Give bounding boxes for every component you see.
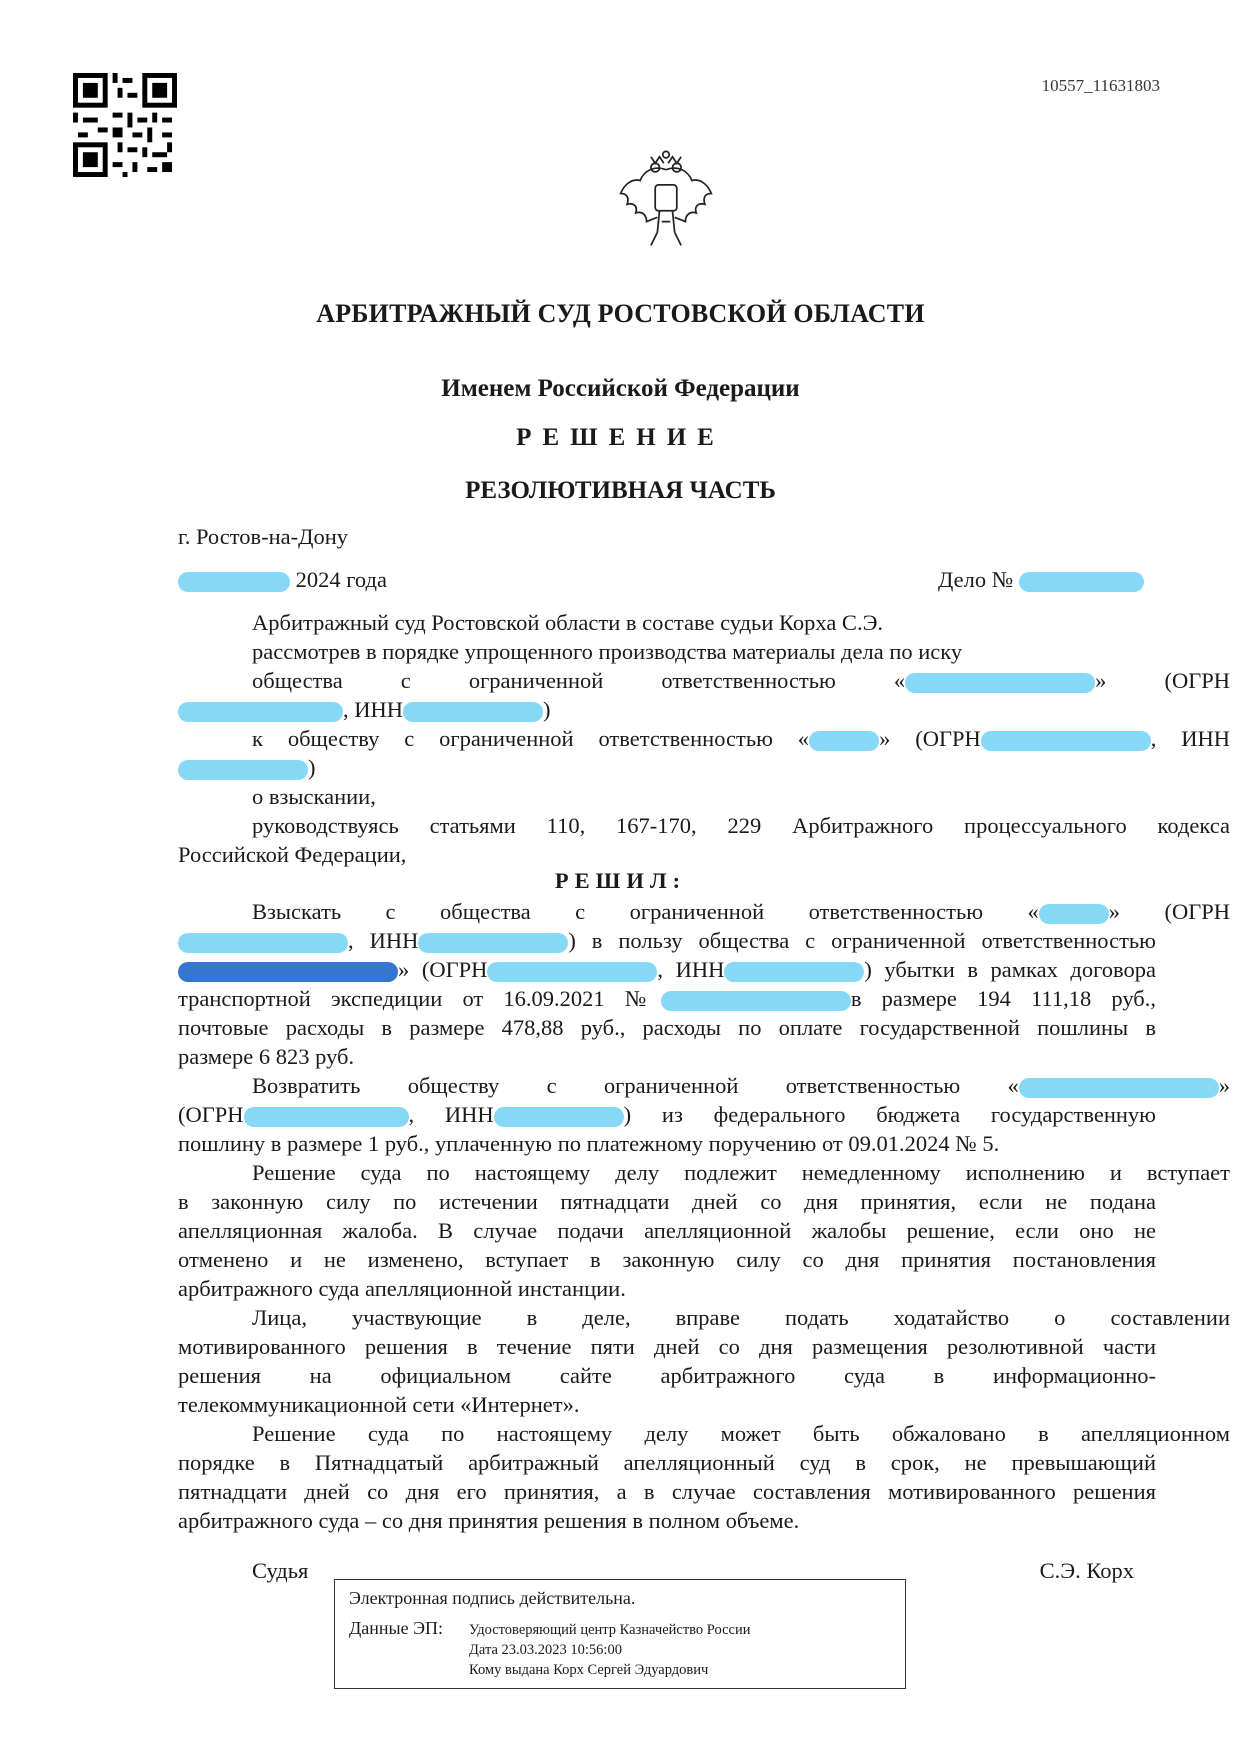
redaction-mark [1019, 1078, 1219, 1098]
redaction-mark [981, 731, 1151, 751]
redaction-mark [178, 702, 343, 722]
signature-issued-to: Кому выдана Корх Сергей Эдуардович [469, 1662, 709, 1678]
resolution-1-line4 [178, 984, 1156, 1013]
text-fragment: ) из федерального бюджета государственную [623, 1102, 1156, 1127]
redaction-mark [178, 760, 308, 780]
signature-details [469, 1620, 751, 1680]
para-guided-line2: Российской Федерации, [178, 842, 407, 867]
text-fragment: Возвратить обществу с ограниченной ответственностью « [252, 1073, 1019, 1098]
redaction-mark [487, 962, 657, 982]
resolution-2-line2 [178, 1100, 1156, 1129]
resolution-4-line3: решения на официальном сайте арбитражного суда в информационно- [178, 1363, 1156, 1388]
case-number [938, 565, 1158, 594]
para-defendant-line1 [178, 724, 1230, 753]
text-fragment: » (ОГРН [398, 957, 488, 982]
text-fragment: в размере 194 111,18 руб., [850, 986, 1156, 1011]
redaction-mark [905, 673, 1095, 693]
date-year: 2024 года [295, 567, 387, 592]
signature-header: Электронная подпись действительна. [349, 1588, 636, 1608]
text-fragment: общества с ограниченной ответственностью « [252, 668, 906, 693]
redaction-mark [724, 962, 864, 982]
decided-heading: РЕШИЛ: [554, 868, 687, 893]
para-guided-line1: руководствуясь статьями 110, 167-170, 229 Арбитражного процессуального кодекса [252, 813, 1230, 838]
resolution-2-line3: пошлину в размере 1 руб., уплаченную по платежному поручению от 09.01.2024 № 5. [178, 1131, 1000, 1156]
para-plaintiff-line2: , ИНН ) [178, 695, 1156, 724]
redaction-mark [494, 1107, 624, 1127]
signature-date: Дата 23.03.2023 10:56:00 [469, 1642, 622, 1658]
case-label: Дело № [938, 567, 1014, 592]
redaction-mark [244, 1107, 409, 1127]
resolution-1-line2 [178, 926, 1156, 955]
resolution-5-line2: порядке в Пятнадцатый арбитражный апелляционный суд в срок, не превышающий [178, 1450, 1156, 1475]
redaction-mark [418, 933, 568, 953]
para-considered: рассмотрев в порядке упрощенного производства материалы дела по иску [252, 639, 963, 664]
resolution-1-line5: почтовые расходы в размере 478,88 руб., расходы по оплате государственной пошлины в [178, 1015, 1156, 1040]
redaction-mark [178, 933, 348, 953]
para-defendant-line2 [178, 753, 1156, 782]
signature-data-label: Данные ЭП: [349, 1618, 443, 1638]
electronic-signature-stamp [334, 1579, 906, 1689]
resolution-1-line1 [178, 897, 1230, 926]
text-fragment: , ИНН [343, 697, 403, 722]
text-fragment: к обществу с ограниченной ответственностью « [252, 726, 810, 751]
in-name-heading: Именем Российской Федерации [441, 375, 800, 402]
para-plaintiff-line1 [178, 666, 1230, 695]
redaction-mark [1039, 904, 1109, 924]
resolution-5-line4: арбитражного суда – со дня принятия решения в полном объеме. [178, 1508, 800, 1533]
resolution-5-line3: пятнадцати дней со дня его принятия, а в случае составления мотивированного решения [178, 1479, 1156, 1504]
text-fragment: ) [308, 755, 316, 780]
qr-code-icon [73, 73, 177, 177]
text-fragment: » [1218, 1073, 1230, 1098]
resolution-3-line5: арбитражного суда апелляционной инстанции. [178, 1276, 626, 1301]
resolution-1-line6: размере 6 823 руб. [178, 1044, 355, 1069]
coat-of-arms-icon [612, 146, 720, 254]
judge-name: С.Э. Корх [1039, 1558, 1134, 1583]
text-fragment: » (ОГРН [1095, 668, 1230, 693]
text-fragment: , ИНН [657, 957, 725, 982]
text-fragment: , ИНН [408, 1102, 494, 1127]
text-fragment: , ИНН [1150, 726, 1231, 751]
resolution-4-line4: телекоммуникационной сети «Интернет». [178, 1392, 580, 1417]
redaction-mark [178, 572, 290, 592]
resolution-2-line1 [178, 1071, 1230, 1100]
court-title: АРБИТРАЖНЫЙ СУД РОСТОВСКОЙ ОБЛАСТИ [316, 299, 925, 328]
resolution-4-line2: мотивированного решения в течение пяти дней со дня размещения резолютивной части [178, 1334, 1156, 1359]
resolution-4-line1: Лица, участвующие в деле, вправе подать ходатайство о составлении [252, 1305, 1230, 1330]
text-fragment: » (ОГРН [879, 726, 981, 751]
resolution-5-line1: Решение суда по настоящему делу может быть обжаловано в апелляционном [252, 1421, 1230, 1446]
resolution-3-line1: Решение суда по настоящему делу подлежит немедленному исполнению и вступает [252, 1160, 1230, 1185]
redaction-mark [178, 962, 398, 982]
para-court-composition: Арбитражный суд Ростовской области в составе судьи Корха С.Э. [252, 610, 884, 635]
redaction-mark [809, 731, 879, 751]
text-fragment: ) в пользу общества с ограниченной ответственностью [568, 928, 1156, 953]
text-fragment: , ИНН [348, 928, 419, 953]
text-fragment: Взыскать с общества с ограниченной ответственностью « [252, 899, 1039, 924]
text-fragment: ) убытки в рамках договора [864, 957, 1156, 982]
resolution-3-line2: в законную силу по истечении пятнадцати дней со дня принятия, если не подана [178, 1189, 1156, 1214]
resolution-3-line4: отменено и не изменено, вступает в законную силу со дня принятия постановления [178, 1247, 1156, 1272]
document-id: 10557_11631803 [1041, 76, 1160, 95]
redaction-mark [403, 702, 543, 722]
text-fragment: (ОГРН [178, 1102, 244, 1127]
resolution-1-line3 [178, 955, 1156, 984]
redaction-mark [661, 991, 851, 1011]
text-fragment: транспортной экспедиции от 16.09.2021 № [178, 986, 661, 1011]
text-fragment: » (ОГРН [1108, 899, 1230, 924]
redaction-mark [1019, 572, 1144, 592]
para-recovery: о взыскании, [252, 784, 376, 809]
judge-label: Судья [252, 1558, 309, 1583]
resolutive-heading: РЕЗОЛЮТИВНАЯ ЧАСТЬ [465, 477, 776, 504]
decision-heading: РЕШЕНИЕ [516, 424, 725, 451]
city: г. Ростов-на-Дону [178, 524, 349, 549]
signature-issuer: Удостоверяющий центр Казначейство России [469, 1622, 751, 1638]
resolution-3-line3: апелляционная жалоба. В случае подачи апелляционной жалобы решение, если оно не [178, 1218, 1156, 1243]
